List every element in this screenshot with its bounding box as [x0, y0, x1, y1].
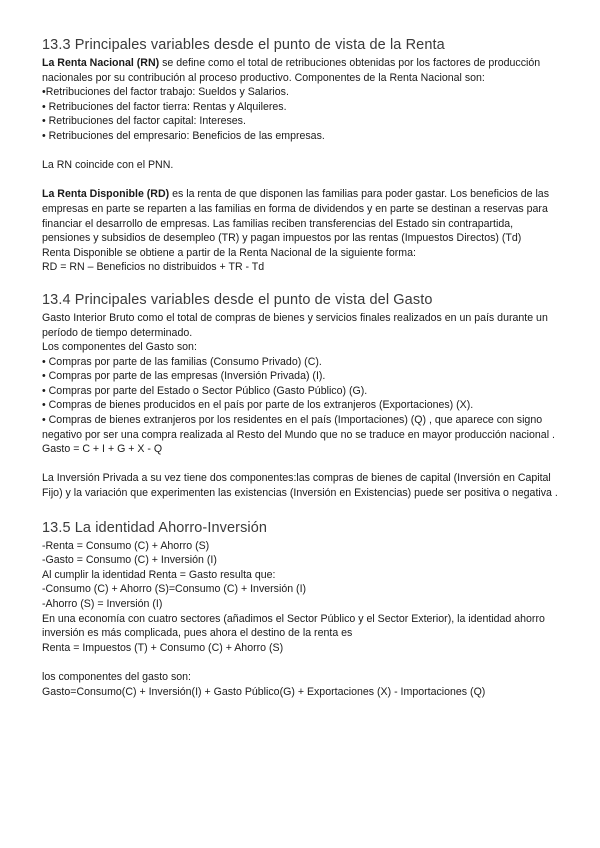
rn-definition	[42, 56, 558, 85]
identity-line: -Ahorro (S) = Inversión (I)	[42, 598, 163, 610]
gasto-formula: Gasto = C + I + G + X - Q	[42, 443, 163, 456]
section-13-4	[42, 291, 558, 501]
identity-line: -Gasto = Consumo (C) + Inversión (I)	[42, 554, 217, 567]
section-heading: 13.3 Principales variables desde el punto de vista de la Renta	[42, 37, 445, 53]
list-item: • Retribuciones del factor tierra: Rentas y Alquileres.	[42, 100, 287, 113]
rn-term: La Renta Nacional (RN)	[42, 57, 160, 69]
spacer	[42, 655, 558, 670]
list-item: •Retribuciones del factor trabajo: Sueldos y Salarios.	[42, 86, 289, 99]
rn-pnn-statement: La RN coincide con el PNN.	[42, 159, 174, 172]
identity-line: -Renta = Consumo (C) + Ahorro (S)	[42, 539, 210, 552]
list-item: • Retribuciones del factor capital: Intereses.	[42, 115, 246, 128]
spacer	[42, 457, 558, 472]
gasto-full-formula: Gasto=Consumo(C) + Inversión(I) + Gasto Público(G) + Exportaciones (X) - Importaciones (Q)	[42, 685, 486, 698]
inversion-paragraph: La Inversión Privada a su vez tiene dos componentes:las compras de bienes de capital (Inversión en Capital Fijo) y la variación que experimenten las existencias (Inversión en Existencias) puede ser positiva o negativa .	[42, 472, 558, 500]
components-intro: Los componentes del Gasto son:	[42, 341, 197, 354]
rd-definition	[42, 187, 558, 245]
gasto-components-intro: los componentes del gasto son:	[42, 670, 191, 683]
rd-term: La Renta Disponible (RD)	[42, 188, 170, 201]
rd-definition-text: es la renta de que disponen las familias para poder gastar. Los beneficios de las empresas en parte se reparten a las familias en forma de dividendos y en parte se destinan a reservas para financiar el desarrollo de empresas. Las familias reciben transferencias del Estado sin contrapartida, pensiones y subsidios de desempleo (TR) y pagan impuestos por las rentas (Impuestos Directos) (Td)	[42, 188, 549, 245]
spacer	[42, 144, 558, 159]
list-item: • Compras por parte de las empresas (Inversión Privada) (I).	[42, 370, 326, 383]
list-item: • Compras por parte del Estado o Sector Público (Gasto Público) (G).	[42, 384, 368, 397]
identity-line: En una economía con cuatro sectores (añadimos el Sector Público y el Sector Exterior), la identidad ahorro inversión es más complicada, pues ahora el destino de la renta es	[42, 612, 545, 640]
list-item: • Compras de bienes extranjeros por los residentes en el país (Importaciones) (Q) , que aparece con signo negativo por ser una compra realizada al Resto del Mundo que no se traduce en mayor producción nacional .	[42, 414, 555, 441]
list-item: • Compras de bienes producidos en el país por parte de los extranjeros (Exportaciones) (X).	[42, 399, 474, 412]
list-item: • Compras por parte de las familias (Consumo Privado) (C).	[42, 355, 322, 368]
identity-line: Al cumplir la identidad Renta = Gasto resulta que:	[42, 568, 276, 581]
section-heading: 13.5 La identidad Ahorro-Inversión	[42, 519, 268, 536]
document-content	[42, 36, 558, 699]
gasto-intro: Gasto Interior Bruto como el total de compras de bienes y servicios finales realizados en un país durante un período de tiempo determinado.	[42, 311, 548, 339]
section-13-3	[42, 36, 558, 275]
rn-definition-text: se define como el total de retribuciones obtenidas por los factores de producción nacionales por su contribución al proceso productivo. Componentes de la Renta Nacional son:	[42, 57, 541, 84]
section-heading: 13.4 Principales variables desde el punto de vista del Gasto	[42, 291, 433, 308]
identity-line: -Consumo (C) + Ahorro (S)=Consumo (C) + Inversión (I)	[42, 583, 307, 596]
section-13-5	[42, 519, 558, 700]
identity-line: Renta = Impuestos (T) + Consumo (C) + Ahorro (S)	[42, 641, 284, 654]
rd-formula: RD = RN – Beneficios no distribuidos + TR - Td	[42, 261, 265, 274]
spacer	[42, 173, 558, 188]
rd-intro: Renta Disponible se obtiene a partir de la Renta Nacional de la siguiente forma:	[42, 246, 416, 259]
list-item: • Retribuciones del empresario: Beneficios de las empresas.	[42, 129, 325, 142]
